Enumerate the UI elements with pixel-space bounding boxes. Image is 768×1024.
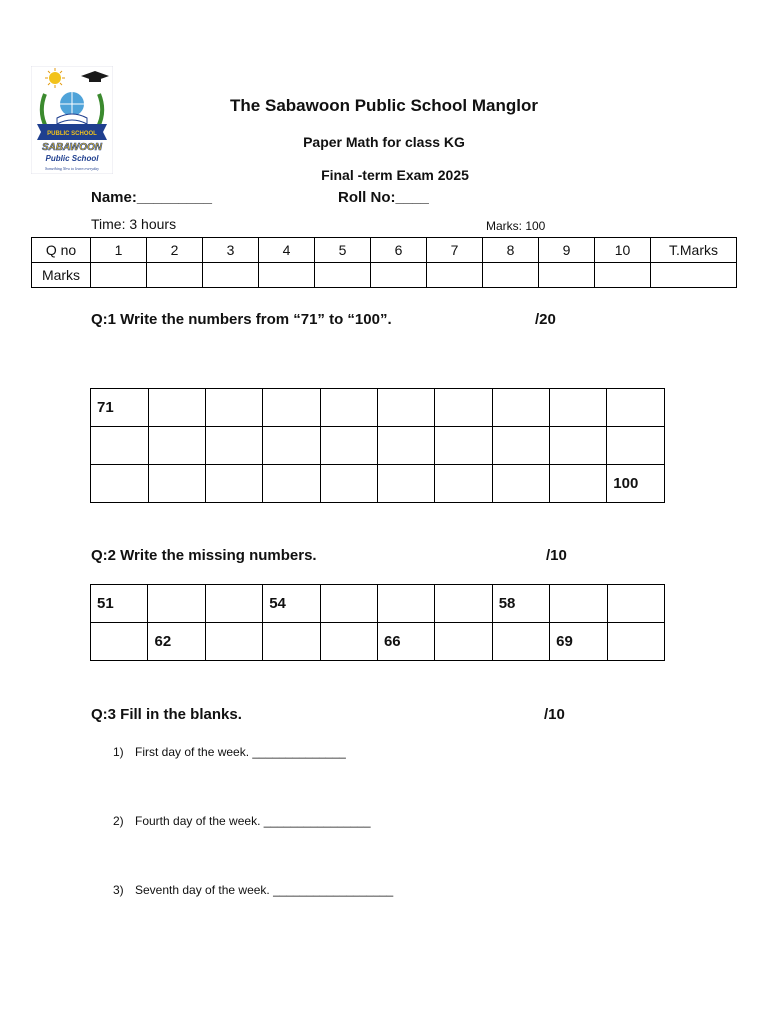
marks-entry-cell[interactable] — [91, 263, 147, 288]
grid-cell[interactable] — [320, 623, 377, 661]
marks-entry-cell[interactable] — [315, 263, 371, 288]
marks-table-header-cell: 4 — [259, 238, 315, 263]
grid-cell[interactable] — [320, 465, 377, 503]
fill-blank-number: 2) — [113, 814, 124, 828]
marks-table-header-cell: 9 — [539, 238, 595, 263]
logo-subtitle: Public School — [45, 154, 99, 163]
marks-entry-cell[interactable] — [427, 263, 483, 288]
marks-table-header-cell: 8 — [483, 238, 539, 263]
marks-table-header-cell: 1 — [91, 238, 147, 263]
grid-cell[interactable] — [607, 623, 664, 661]
fill-blank-item — [113, 883, 393, 897]
grid-cell[interactable] — [148, 389, 205, 427]
grid-cell[interactable] — [205, 623, 262, 661]
marks-table-header-cell: Q no — [32, 238, 91, 263]
grid-cell[interactable] — [263, 465, 320, 503]
grid-cell[interactable] — [91, 427, 149, 465]
grid-cell[interactable] — [377, 585, 434, 623]
grid-cell[interactable] — [205, 427, 262, 465]
grid-cell[interactable] — [263, 389, 320, 427]
marks-row-label: Marks — [32, 263, 91, 288]
marks-table-header-cell: 7 — [427, 238, 483, 263]
grid-row — [91, 389, 665, 427]
logo-tagline: Something New to learn everyday — [45, 166, 99, 171]
question-2-score: /10 — [546, 547, 567, 564]
grid-cell[interactable] — [377, 389, 434, 427]
grid-cell[interactable] — [91, 623, 148, 661]
fill-blank-item — [113, 814, 371, 828]
grid-cell[interactable] — [492, 623, 549, 661]
grid-cell[interactable] — [205, 585, 262, 623]
time-label: Time: 3 hours — [91, 216, 177, 232]
fill-blank-number: 1) — [113, 745, 124, 759]
fill-blank-number: 3) — [113, 883, 124, 897]
fill-blank-text[interactable]: Seventh day of the week. __________________ — [135, 883, 394, 897]
total-marks-label: Marks: 100 — [486, 219, 546, 233]
marks-table-header-cell: 5 — [315, 238, 371, 263]
question-1-score: /20 — [535, 311, 556, 328]
school-title: The Sabawoon Public School Manglor — [230, 96, 538, 115]
grid-cell[interactable]: 51 — [91, 585, 148, 623]
fill-blank-text[interactable]: First day of the week. ______________ — [135, 745, 346, 759]
grid-cell[interactable] — [435, 465, 492, 503]
question-2-heading: Q:2 Write the missing numbers. — [91, 547, 317, 564]
grid-cell[interactable] — [549, 465, 606, 503]
grid-cell[interactable] — [492, 465, 549, 503]
logo-name: SABAWOON — [42, 142, 102, 153]
grid-cell[interactable] — [492, 427, 549, 465]
grid-cell[interactable]: 58 — [492, 585, 549, 623]
grid-cell[interactable] — [263, 427, 320, 465]
school-logo — [31, 66, 113, 174]
grid-row — [91, 427, 665, 465]
question-1-number-grid — [90, 388, 665, 503]
logo-ribbon-text: PUBLIC SCHOOL — [47, 131, 97, 137]
grid-cell[interactable] — [148, 427, 205, 465]
grid-cell[interactable] — [549, 389, 606, 427]
fill-blank-text[interactable]: Fourth day of the week. ________________ — [135, 814, 371, 828]
paper-title: Paper Math for class KG — [303, 134, 465, 150]
roll-no-field-label: Roll No:____ — [338, 189, 429, 206]
grid-cell[interactable] — [607, 389, 665, 427]
question-3-score: /10 — [544, 706, 565, 723]
marks-table-header-row — [32, 238, 737, 263]
marks-entry-cell[interactable] — [651, 263, 737, 288]
marks-entry-cell[interactable] — [539, 263, 595, 288]
marks-entry-cell[interactable] — [483, 263, 539, 288]
grid-cell[interactable] — [205, 465, 262, 503]
grid-cell[interactable] — [607, 585, 664, 623]
grid-cell[interactable] — [435, 585, 492, 623]
grid-cell[interactable]: 62 — [148, 623, 205, 661]
question-3-heading: Q:3 Fill in the blanks. — [91, 706, 242, 723]
grid-cell[interactable] — [435, 427, 492, 465]
grid-cell[interactable] — [320, 427, 377, 465]
grid-cell[interactable]: 66 — [377, 623, 434, 661]
exam-title: Final -term Exam 2025 — [321, 167, 469, 183]
marks-entry-cell[interactable] — [147, 263, 203, 288]
marks-table-header-cell: 3 — [203, 238, 259, 263]
marks-table-marks-row — [32, 263, 737, 288]
grid-cell[interactable] — [320, 389, 377, 427]
marks-table-header-cell: 10 — [595, 238, 651, 263]
grid-cell[interactable] — [263, 623, 320, 661]
grid-cell[interactable] — [549, 427, 606, 465]
grid-cell[interactable] — [205, 389, 262, 427]
grid-cell[interactable] — [607, 427, 665, 465]
grid-cell[interactable] — [148, 585, 205, 623]
marks-table-header-cell: T.Marks — [651, 238, 737, 263]
grid-cell[interactable] — [435, 389, 492, 427]
marks-table — [31, 237, 737, 288]
grid-cell[interactable] — [91, 465, 149, 503]
grid-cell[interactable] — [377, 427, 434, 465]
fill-blank-item — [113, 745, 346, 759]
grid-cell[interactable] — [550, 585, 607, 623]
name-field-label: Name:_________ — [91, 189, 212, 206]
grid-row — [91, 623, 665, 661]
question-2-number-grid — [90, 584, 665, 661]
grid-row — [91, 585, 665, 623]
grid-cell[interactable] — [492, 389, 549, 427]
grid-cell[interactable]: 100 — [607, 465, 665, 503]
marks-entry-cell[interactable] — [595, 263, 651, 288]
marks-entry-cell[interactable] — [203, 263, 259, 288]
grid-cell[interactable] — [148, 465, 205, 503]
marks-table-header-cell: 6 — [371, 238, 427, 263]
marks-entry-cell[interactable] — [371, 263, 427, 288]
grid-cell[interactable]: 54 — [263, 585, 320, 623]
grid-cell[interactable]: 71 — [91, 389, 149, 427]
grid-cell[interactable] — [320, 585, 377, 623]
grid-row — [91, 465, 665, 503]
question-1-heading: Q:1 Write the numbers from “71” to “100”. — [91, 311, 392, 328]
marks-table-header-cell: 2 — [147, 238, 203, 263]
grid-cell[interactable]: 69 — [550, 623, 607, 661]
grid-cell[interactable] — [377, 465, 434, 503]
grid-cell[interactable] — [435, 623, 492, 661]
marks-entry-cell[interactable] — [259, 263, 315, 288]
